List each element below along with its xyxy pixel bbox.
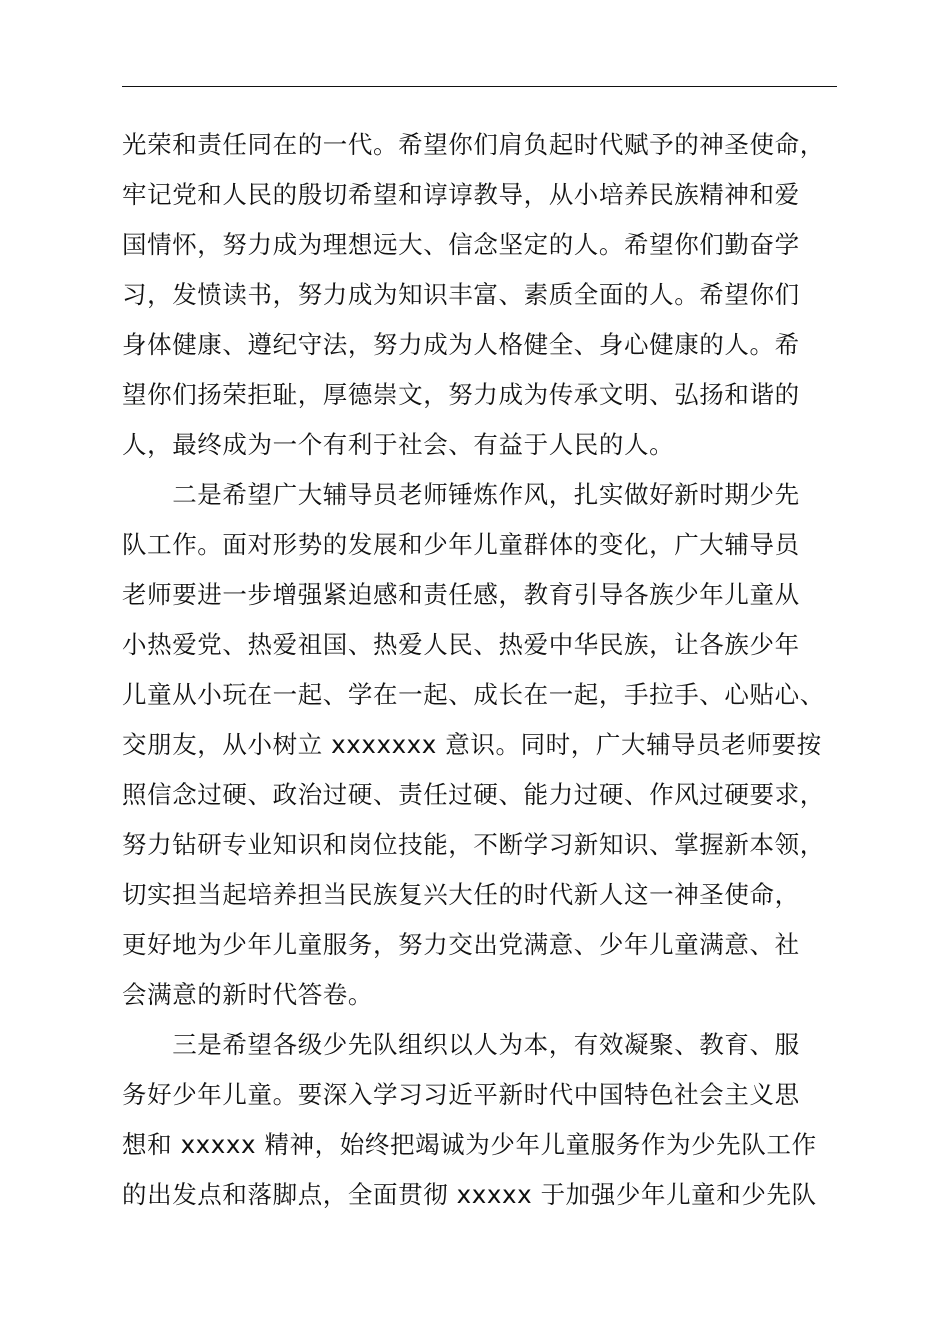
text-line: 照信念过硬、政治过硬、责任过硬、能力过硬、作风过硬要求， [122,780,825,809]
text-line: 儿童从小玩在一起、学在一起、成长在一起，手拉手、心贴心、 [122,680,825,709]
text-line: 三是希望各级少先队组织以人为本，有效凝聚、教育、服 [122,1030,800,1059]
text-line: 努力钻研专业知识和岗位技能，不断学习新知识、掌握新本领， [122,830,825,859]
text-line: 务好少年儿童。要深入学习习近平新时代中国特色社会主义思 [122,1080,800,1109]
body-text [122,120,862,1220]
text-line: 交朋友，从小树立 xxxxxxx 意识。同时，广大辅导员老师要按 [122,730,822,759]
text-line: 切实担当起培养担当民族复兴大任的时代新人这一神圣使命， [122,880,800,909]
text-line: 身体健康、遵纪守法，努力成为人格健全、身心健康的人。希 [122,330,800,359]
text-line: 小热爱党、热爱祖国、热爱人民、热爱中华民族，让各族少年 [122,630,800,659]
text-line: 望你们扬荣拒耻，厚德崇文，努力成为传承文明、弘扬和谐的 [122,380,800,409]
text-line: 光荣和责任同在的一代。希望你们肩负起时代赋予的神圣使命， [122,130,825,159]
text-line: 想和 xxxxx 精神，始终把竭诚为少年儿童服务作为少先队工作 [122,1130,817,1159]
text-line: 的出发点和落脚点，全面贯彻 xxxxx 于加强少年儿童和少先队 [122,1180,817,1209]
text-line: 更好地为少年儿童服务，努力交出党满意、少年儿童满意、社 [122,930,800,959]
text-line: 队工作。面对形势的发展和少年儿童群体的变化，广大辅导员 [122,530,800,559]
header-rule [122,86,837,87]
text-line: 二是希望广大辅导员老师锤炼作风，扎实做好新时期少先 [122,480,800,509]
text-line: 国情怀，努力成为理想远大、信念坚定的人。希望你们勤奋学 [122,230,800,259]
text-line: 习，发愤读书，努力成为知识丰富、素质全面的人。希望你们 [122,280,800,309]
text-line: 人，最终成为一个有利于社会、有益于人民的人。 [122,430,675,459]
text-line: 会满意的新时代答卷。 [122,980,373,1009]
text-line: 牢记党和人民的殷切希望和谆谆教导，从小培养民族精神和爱 [122,180,800,209]
text-line: 老师要进一步增强紧迫感和责任感，教育引导各族少年儿童从 [122,580,800,609]
